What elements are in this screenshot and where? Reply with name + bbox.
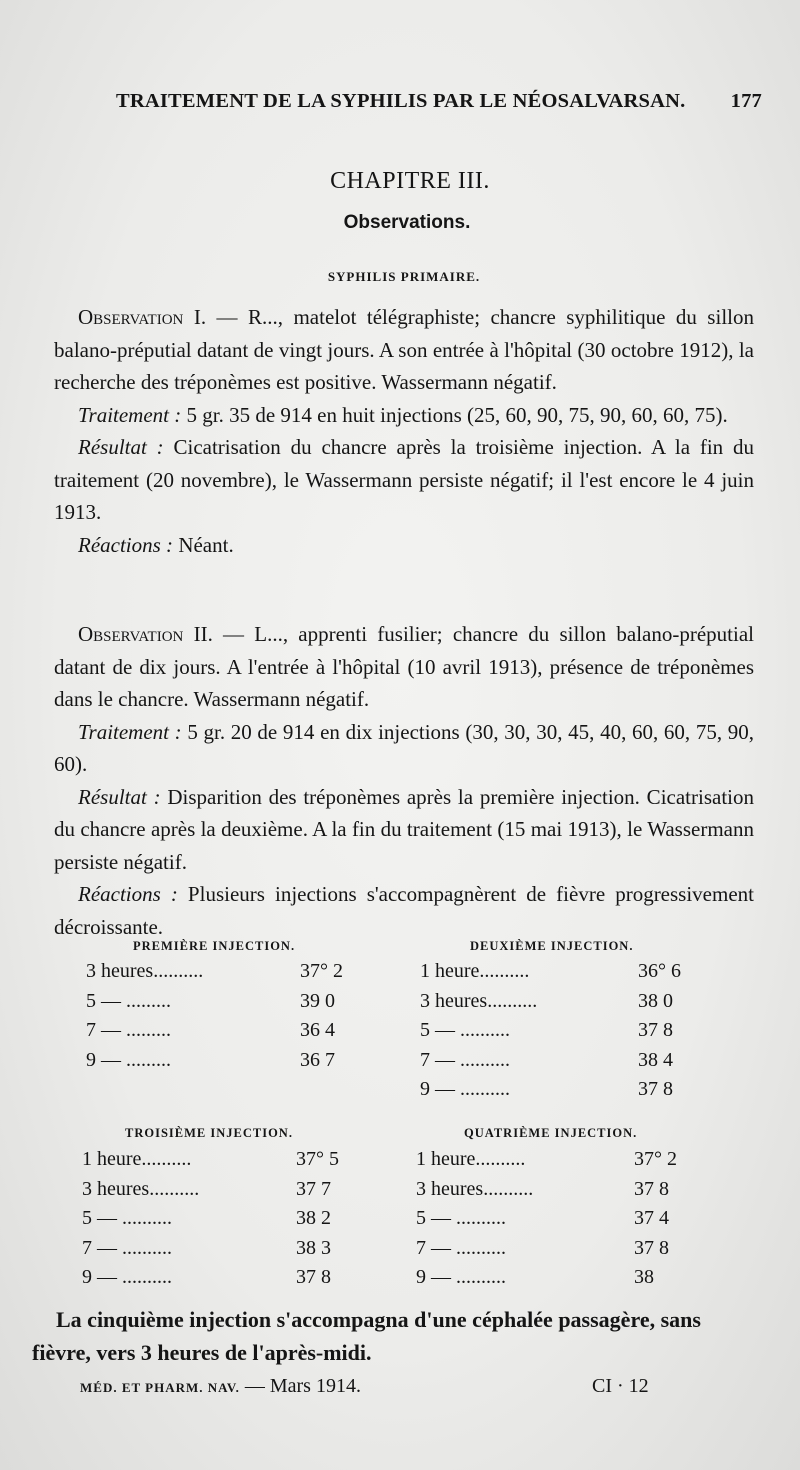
time-cell: 7 — .......... xyxy=(420,1048,510,1071)
chapter-subtitle: Observations. xyxy=(343,212,471,233)
table-row xyxy=(82,1204,352,1234)
temp-cell: 37 8 xyxy=(638,1078,673,1100)
table-row xyxy=(416,1263,686,1293)
time-cell: 9 — .......... xyxy=(82,1266,172,1288)
table-row xyxy=(416,1175,686,1205)
chapter-title: CHAPITRE III. xyxy=(330,168,490,194)
time-cell: 5 — .......... xyxy=(82,1207,172,1229)
time-cell: 1 heure.......... xyxy=(82,1148,192,1170)
observation-2-reactions xyxy=(54,878,754,943)
time-cell: 3 heures.......... xyxy=(82,1177,200,1200)
temp-cell: 38 2 xyxy=(296,1207,331,1229)
table-row xyxy=(420,957,690,987)
temp-cell: 36° 6 xyxy=(638,960,681,982)
table-row xyxy=(420,987,690,1017)
time-cell: 7 — ......... xyxy=(86,1019,171,1041)
table-row xyxy=(416,1234,686,1264)
injection-4-table xyxy=(416,1145,686,1293)
temp-cell: 38 3 xyxy=(296,1236,331,1259)
temp-cell: 38 xyxy=(634,1266,654,1288)
table-row xyxy=(420,1075,690,1105)
time-cell: 3 heures.......... xyxy=(416,1177,534,1200)
time-cell: 9 — ......... xyxy=(86,1048,171,1071)
injection-2-table xyxy=(420,957,690,1105)
running-title: TRAITEMENT DE LA SYPHILIS PAR LE NÉOSALVARSAN. xyxy=(116,90,686,112)
injection-3-table xyxy=(82,1145,352,1293)
time-cell: 1 heure.......... xyxy=(420,960,530,982)
temp-cell: 37° 2 xyxy=(634,1148,677,1170)
temp-cell: 37° 2 xyxy=(300,960,343,982)
temp-cell: 37° 5 xyxy=(296,1148,339,1170)
injection-2-title: DEUXIÈME INJECTION. xyxy=(470,939,634,953)
traitement-text: 5 gr. 20 de 914 en dix injections (30, 30, 30, 45, 40, 60, 60, 75, 90, 60). xyxy=(54,719,754,776)
observation-1-traitement xyxy=(54,399,754,432)
time-cell: 7 — .......... xyxy=(416,1236,506,1259)
resultat-text: Disparition des tréponèmes après la première injection. Cicatrisation du chancre après la deuxième. A la fin du traitement (15 mai 1913), le Wassermann persiste négatif. xyxy=(54,784,754,874)
observation-1 xyxy=(54,301,754,561)
temp-cell: 36 7 xyxy=(300,1048,335,1071)
time-cell: 1 heure.......... xyxy=(416,1148,526,1170)
temp-cell: 37 8 xyxy=(296,1266,331,1288)
temp-cell: 39 0 xyxy=(300,989,335,1012)
observation-2 xyxy=(54,618,754,943)
temp-cell: 37 8 xyxy=(638,1019,673,1041)
table-row xyxy=(416,1204,686,1234)
observation-2-intro xyxy=(54,618,754,716)
observation-1-intro-text: — R..., matelot télégraphiste; chancre syphilitique du sillon balano-préputial datant de vingt jours. A son entrée à l'hôpital (30 octobre 1912), la recherche des tréponèmes est positive. Wassermann négatif. xyxy=(54,305,754,394)
table-row xyxy=(86,1016,356,1046)
time-cell: 3 heures.......... xyxy=(86,960,204,982)
table-row xyxy=(82,1234,352,1264)
observation-2-label: Observation II. xyxy=(78,622,213,646)
page-number: 177 xyxy=(730,90,762,112)
observation-2-traitement xyxy=(54,716,754,781)
table-row xyxy=(86,1046,356,1076)
time-cell: 5 — .......... xyxy=(416,1207,506,1229)
temp-cell: 37 7 xyxy=(296,1177,331,1200)
injection-1-table xyxy=(86,957,356,1075)
temp-cell: 37 4 xyxy=(634,1207,669,1229)
temp-cell: 38 0 xyxy=(638,989,673,1012)
reactions-label: Réactions : xyxy=(78,532,174,557)
time-cell: 5 — .......... xyxy=(420,1019,510,1041)
traitement-label: Traitement : xyxy=(78,402,182,427)
section-heading: SYPHILIS PRIMAIRE. xyxy=(327,269,481,284)
table-row xyxy=(420,1046,690,1076)
observation-2-resultat xyxy=(54,781,754,879)
temp-cell: 38 4 xyxy=(638,1048,673,1071)
time-cell: 7 — .......... xyxy=(82,1236,172,1259)
temp-cell: 37 8 xyxy=(634,1236,669,1259)
observation-1-resultat xyxy=(54,431,754,529)
reactions-label: Réactions : xyxy=(78,882,178,906)
reactions-text: Plusieurs injections s'accompagnèrent de fièvre progressivement décroissante. xyxy=(54,882,754,939)
resultat-label: Résultat : xyxy=(78,435,164,459)
table-row xyxy=(86,987,356,1017)
observation-1-intro xyxy=(54,301,754,399)
traitement-text: 5 gr. 35 de 914 en huit injections (25, 60, 90, 75, 90, 60, 60, 75). xyxy=(181,402,728,427)
table-row xyxy=(82,1263,352,1293)
traitement-label: Traitement : xyxy=(78,719,182,744)
observation-1-reactions xyxy=(54,529,754,562)
observation-2-intro-text: — L..., apprenti fusilier; chancre du sillon balano-préputial datant de dix jours. A l'entrée à l'hôpital (10 avril 1913), présence de tréponèmes dans le chancre. Wassermann négatif. xyxy=(54,622,755,711)
observation-1-label: Observation I. xyxy=(78,305,207,329)
temp-cell: 36 4 xyxy=(300,1019,335,1041)
injection-4-title: QUATRIÈME INJECTION. xyxy=(464,1126,638,1140)
time-cell: 9 — .......... xyxy=(416,1266,506,1288)
closing-paragraph xyxy=(32,1303,732,1369)
running-header xyxy=(116,90,762,113)
page-footer xyxy=(80,1375,361,1398)
time-cell: 3 heures.......... xyxy=(420,989,538,1012)
signature-mark: CI · 12 xyxy=(592,1375,649,1397)
closing-text: La cinquième injection s'accompagna d'une céphalée passagère, sans fièvre, vers 3 heures de l'après-midi. xyxy=(32,1307,701,1365)
table-row xyxy=(82,1145,352,1175)
injection-1-title: PREMIÈRE INJECTION. xyxy=(133,939,296,953)
issue-date: — Mars 1914. xyxy=(239,1375,361,1397)
time-cell: 5 — ......... xyxy=(86,989,171,1012)
table-row xyxy=(82,1175,352,1205)
resultat-text: Cicatrisation du chancre après la troisième injection. A la fin du traitement (20 novembre), le Wassermann persiste négatif; il l'est encore le 4 juin 1913. xyxy=(54,435,754,524)
injection-3-title: TROISIÈME INJECTION. xyxy=(125,1126,293,1140)
table-row xyxy=(420,1016,690,1046)
reactions-text: Néant. xyxy=(173,532,234,557)
temp-cell: 37 8 xyxy=(634,1177,669,1200)
journal-name: MÉD. ET PHARM. NAV. xyxy=(80,1380,240,1395)
time-cell: 9 — .......... xyxy=(420,1078,510,1100)
table-row xyxy=(86,957,356,987)
table-row xyxy=(416,1145,686,1175)
resultat-label: Résultat : xyxy=(78,784,161,809)
